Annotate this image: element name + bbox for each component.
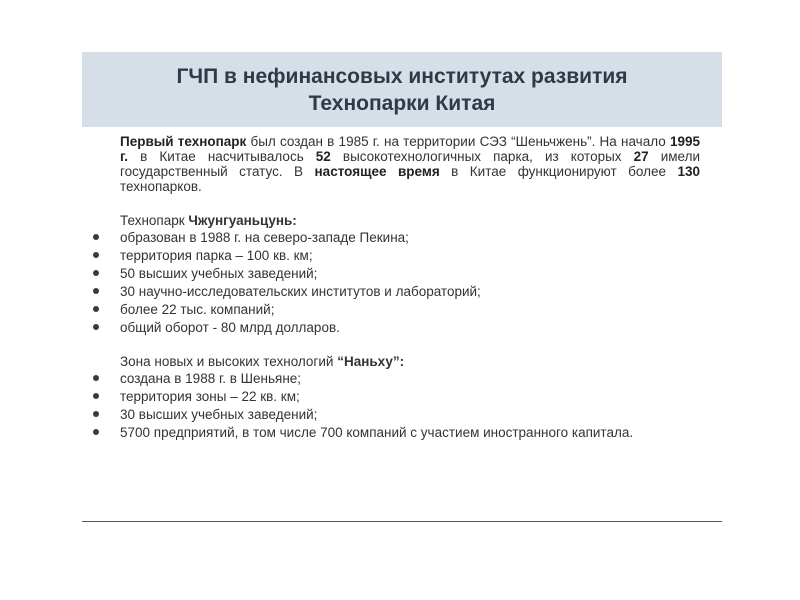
page-title: ГЧП в нефинансовых институтах развития xyxy=(176,64,628,88)
list-item: 50 высших учебных заведений; xyxy=(120,266,700,281)
bullet-list xyxy=(120,371,700,440)
list-item: территория парка – 100 кв. км; xyxy=(120,248,700,263)
list-item: создана в 1988 г. в Шеньяне; xyxy=(120,371,700,386)
page-subtitle: Технопарки Китая xyxy=(308,91,496,115)
intro-text-3: высокотехнологичных парка, из которых xyxy=(330,149,634,164)
list-item: территория зоны – 22 кв. км; xyxy=(120,389,700,404)
section-heading-name: Чжунгуаньцунь: xyxy=(188,213,297,228)
intro-bold-first-park: Первый технопарк xyxy=(120,134,247,149)
list-item: 30 научно-исследовательских институтов и лабораторий; xyxy=(120,284,700,299)
bullet-list xyxy=(120,230,700,335)
list-item: 5700 предприятий, в том числе 700 компаний с участием иностранного капитала. xyxy=(120,425,700,440)
list-item: общий оборот - 80 млрд долларов. xyxy=(120,320,700,335)
section-heading-prefix: Технопарк xyxy=(120,213,189,228)
list-item: 30 высших учебных заведений; xyxy=(120,407,700,422)
section-zhongguancun xyxy=(120,213,700,335)
list-item: образован в 1988 г. на северо-западе Пекина; xyxy=(120,230,700,245)
intro-bold-now: настоящее время xyxy=(314,164,440,179)
section-heading xyxy=(120,213,700,228)
section-heading xyxy=(120,354,700,369)
section-nanhu xyxy=(120,354,700,440)
title-band xyxy=(82,52,722,127)
bottom-divider xyxy=(82,521,722,522)
intro-bold-27: 27 xyxy=(633,149,649,164)
intro-bold-52: 52 xyxy=(315,149,331,164)
slide-content xyxy=(120,134,700,443)
section-heading-name: “Наньху”: xyxy=(337,354,405,369)
intro-text-6: технопарков. xyxy=(120,179,202,194)
section-heading-prefix: Зона новых и высоких технологий xyxy=(120,354,338,369)
list-item: более 22 тыс. компаний; xyxy=(120,302,700,317)
intro-text-2: в Китае насчитывалось xyxy=(128,149,316,164)
intro-paragraph xyxy=(120,134,700,194)
intro-bold-130: 130 xyxy=(677,164,700,179)
intro-text-1: был создан в 1985 г. на территории СЭЗ “Шеньчжень”. На начало xyxy=(246,134,670,149)
intro-text-5: в Китае функционируют более xyxy=(439,164,678,179)
intro-bold-1995: 1995 г. xyxy=(120,134,700,164)
intro-text-4: имели государственный статус. В xyxy=(120,149,701,179)
